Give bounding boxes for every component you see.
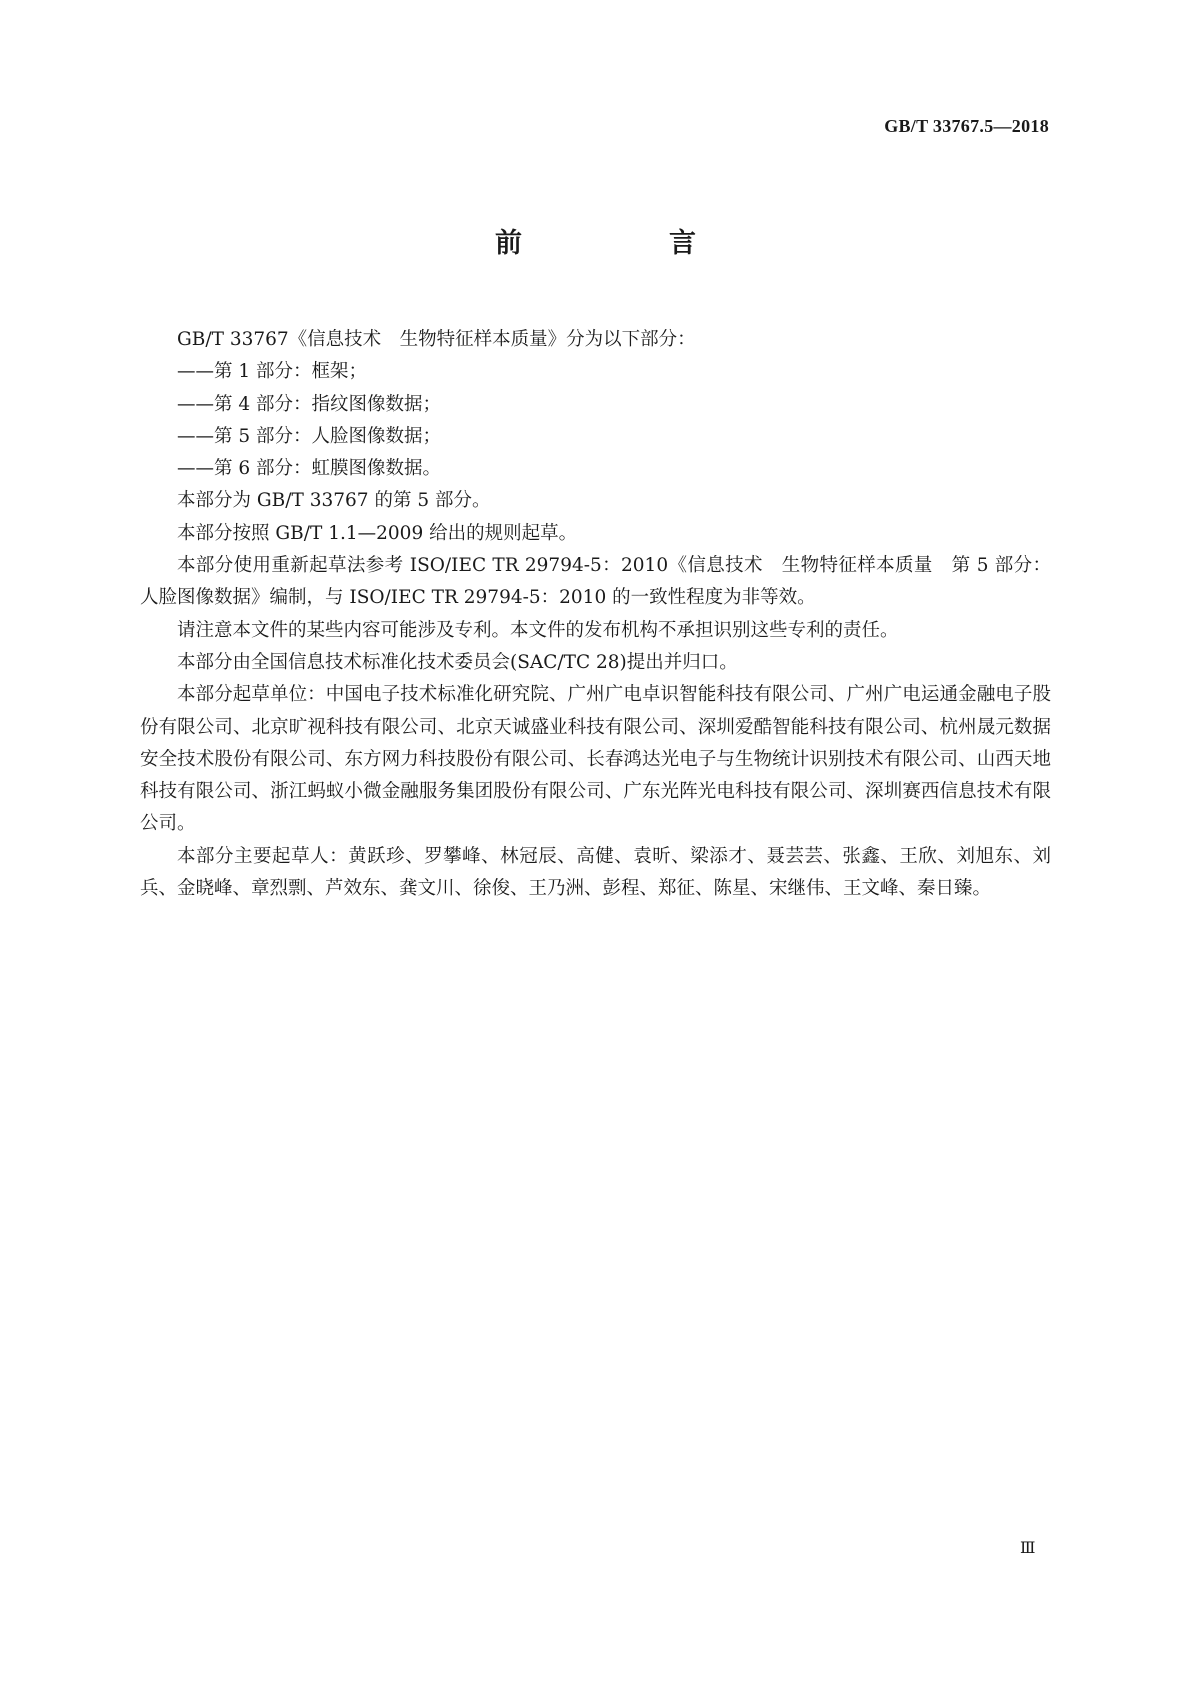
paragraph-drafting-rules: 本部分按照 GB/T 1.1—2009 给出的规则起草。	[177, 522, 578, 544]
list-item-part-5: ——第 5 部分：人脸图像数据；	[177, 425, 442, 447]
paragraph-part-number: 本部分为 GB/T 33767 的第 5 部分。	[177, 490, 491, 512]
paragraph-drafters: 本部分主要起草人：黄跃珍、罗攀峰、林冠辰、高健、袁昕、梁添才、聂芸芸、张鑫、王欣、刘旭东、刘兵、金晓峰、章烈剽、芦效东、龚文川、徐俊、王乃洲、彭程、郑征、陈星、宋继伟、王文峰、秦日臻。	[140, 845, 1051, 900]
paragraph-proposer: 本部分由全国信息技术标准化技术委员会(SAC/TC 28)提出并归口。	[177, 651, 738, 673]
page-number: Ⅲ	[1020, 1540, 1035, 1557]
page-title: 前 言	[495, 228, 756, 259]
paragraph-parts-intro: GB/T 33767《信息技术 生物特征样本质量》分为以下部分：	[177, 329, 696, 350]
paragraph-drafting-units: 本部分起草单位：中国电子技术标准化研究院、广州广电卓识智能科技有限公司、广州广电运通金融电子股份有限公司、北京旷视科技有限公司、北京天诚盛业科技有限公司、深圳爱酷智能科技有限公司、杭州晟元数据安全技术股份有限公司、东方网力科技股份有限公司、长春鸿达光电子与生物统计识别技术有限公司、山西天地科技有限公司、浙江蚂蚁小微金融服务集团股份有限公司、广东光阵光电科技有限公司、深圳赛西信息技术有限公司。	[140, 684, 1051, 835]
paragraph-reference-standard: 本部分使用重新起草法参考 ISO/IEC TR 29794-5：2010《信息技术 生物特征样本质量 第 5 部分：人脸图像数据》编制，与 ISO/IEC TR 29794-5：2010 的一致性程度为非等效。	[140, 555, 1051, 609]
standard-code: GB/T 33767.5—2018	[884, 116, 1049, 136]
foreword-body	[140, 324, 1051, 905]
list-item-part-6: ——第 6 部分：虹膜图像数据。	[177, 458, 442, 480]
list-item-part-1: ——第 1 部分：框架；	[177, 361, 368, 383]
list-item-part-4: ——第 4 部分：指纹图像数据；	[177, 393, 442, 415]
paragraph-patent-notice: 请注意本文件的某些内容可能涉及专利。本文件的发布机构不承担识别这些专利的责任。	[177, 619, 899, 641]
